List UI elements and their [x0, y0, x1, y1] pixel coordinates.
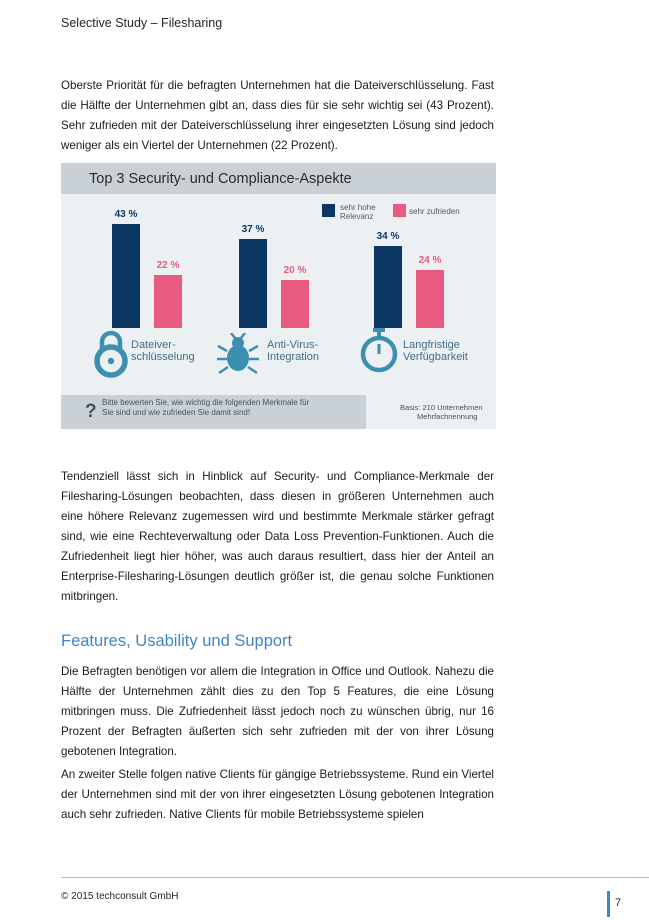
basis-note: Basis: 210 Unternehmen Mehrfachnennung — [400, 403, 483, 421]
paragraph-security-trend: Tendenziell lässt sich in Hinblick auf Security- und Compliance-Merkmale der Filesharing-Lösungen beobachten, dass diesen in größeren Unternehmen auch eine höhere Relevanz zugemessen wird und bestimmte Merkmale stärker gefragt sind, wie eine Rechteverwaltung oder Data Loss Prevention-Funktionen. Auch die Zufriedenheit liegt hier höher, was auch daraus resultiert, dass hier der Anteil an Enterprise-Filesharing-Lösungen deutlich größer ist, die genau solche Funktionen mitbringen. — [61, 470, 494, 603]
chart-figure — [61, 163, 496, 429]
bar-relevance-2 — [374, 246, 402, 328]
legend-swatch-satisfied — [393, 204, 406, 217]
feature-label-encryption: Dateiver- schlüsselung — [131, 339, 195, 363]
footer-divider — [61, 877, 649, 878]
page-header: Selective Study – Filesharing — [61, 16, 223, 30]
chart-title-bar — [61, 163, 496, 194]
feature-label-antivirus: Anti-Virus- Integration — [267, 339, 319, 363]
paragraph-features-2: An zweiter Stelle folgen native Clients für gängige Betriebssysteme. Rund ein Viertel der Unternehmen sind mit der von ihrer eingesetzten Lösung gebotenen Integration auch sehr zufrieden. Native Clients für mobile Betriebssysteme spielen — [61, 768, 494, 821]
page-number: 7 — [615, 897, 622, 909]
bar-value-label: 24 % — [418, 255, 442, 266]
bar-value-label: 37 % — [241, 224, 265, 235]
feature-label-availability: Langfristige Verfügbarkeit — [403, 339, 468, 363]
bar-satisfied-2 — [416, 270, 444, 328]
bar-satisfied-0 — [154, 275, 182, 328]
chart-title: Top 3 Security- und Compliance-Aspekte — [89, 171, 352, 187]
lock-icon — [94, 330, 128, 378]
legend-swatch-relevance — [322, 204, 335, 217]
bug-icon — [214, 333, 262, 377]
paragraph-intro: Oberste Priorität für die befragten Unternehmen hat die Dateiverschlüsselung. Fast die Hälfte der Unternehmen gibt an, dass dies für sie sehr wichtig sei (43 Prozent). Sehr zufrieden mit der Dateiverschlüsselung ihrer eingesetzten Lösung sind jedoch weniger als ein Viertel der Unternehmen (22 Prozent). — [61, 79, 494, 152]
footer-copyright: © 2015 techconsult GmbH — [61, 891, 179, 902]
question-text: Bitte bewerten Sie, wie wichtig die folgenden Merkmale für Sie sind und wie zufrieden Sie damit sind! — [102, 398, 310, 417]
bar-satisfied-1 — [281, 280, 309, 328]
bar-relevance-1 — [239, 239, 267, 328]
section-heading: Features, Usability und Support — [61, 632, 293, 650]
question-box — [61, 395, 366, 429]
stopwatch-icon — [359, 328, 399, 374]
legend-label-satisfied: sehr zufrieden — [409, 207, 460, 216]
page-number-bar — [607, 891, 610, 917]
legend-label-relevance: sehr hohe Relevanz — [340, 203, 376, 221]
bar-value-label: 20 % — [283, 265, 307, 276]
bar-relevance-0 — [112, 224, 140, 328]
paragraph-features-1: Die Befragten benötigen vor allem die Integration in Office und Outlook. Nahezu die Hälfte der Unternehmen zählt dies zu den Top 5 Features, die eine Lösung mitbringen muss. Die Zufriedenheit lässt jedoch noch zu wünschen übrig, nur 16 Prozent der Befragten äußerten sich sehr zufrieden mit der von ihrer Lösung gebotenen Integration. — [61, 665, 494, 758]
bar-value-label: 34 % — [376, 231, 400, 242]
bar-value-label: 22 % — [156, 260, 180, 271]
question-icon: ? — [85, 401, 97, 422]
bar-value-label: 43 % — [114, 209, 138, 220]
